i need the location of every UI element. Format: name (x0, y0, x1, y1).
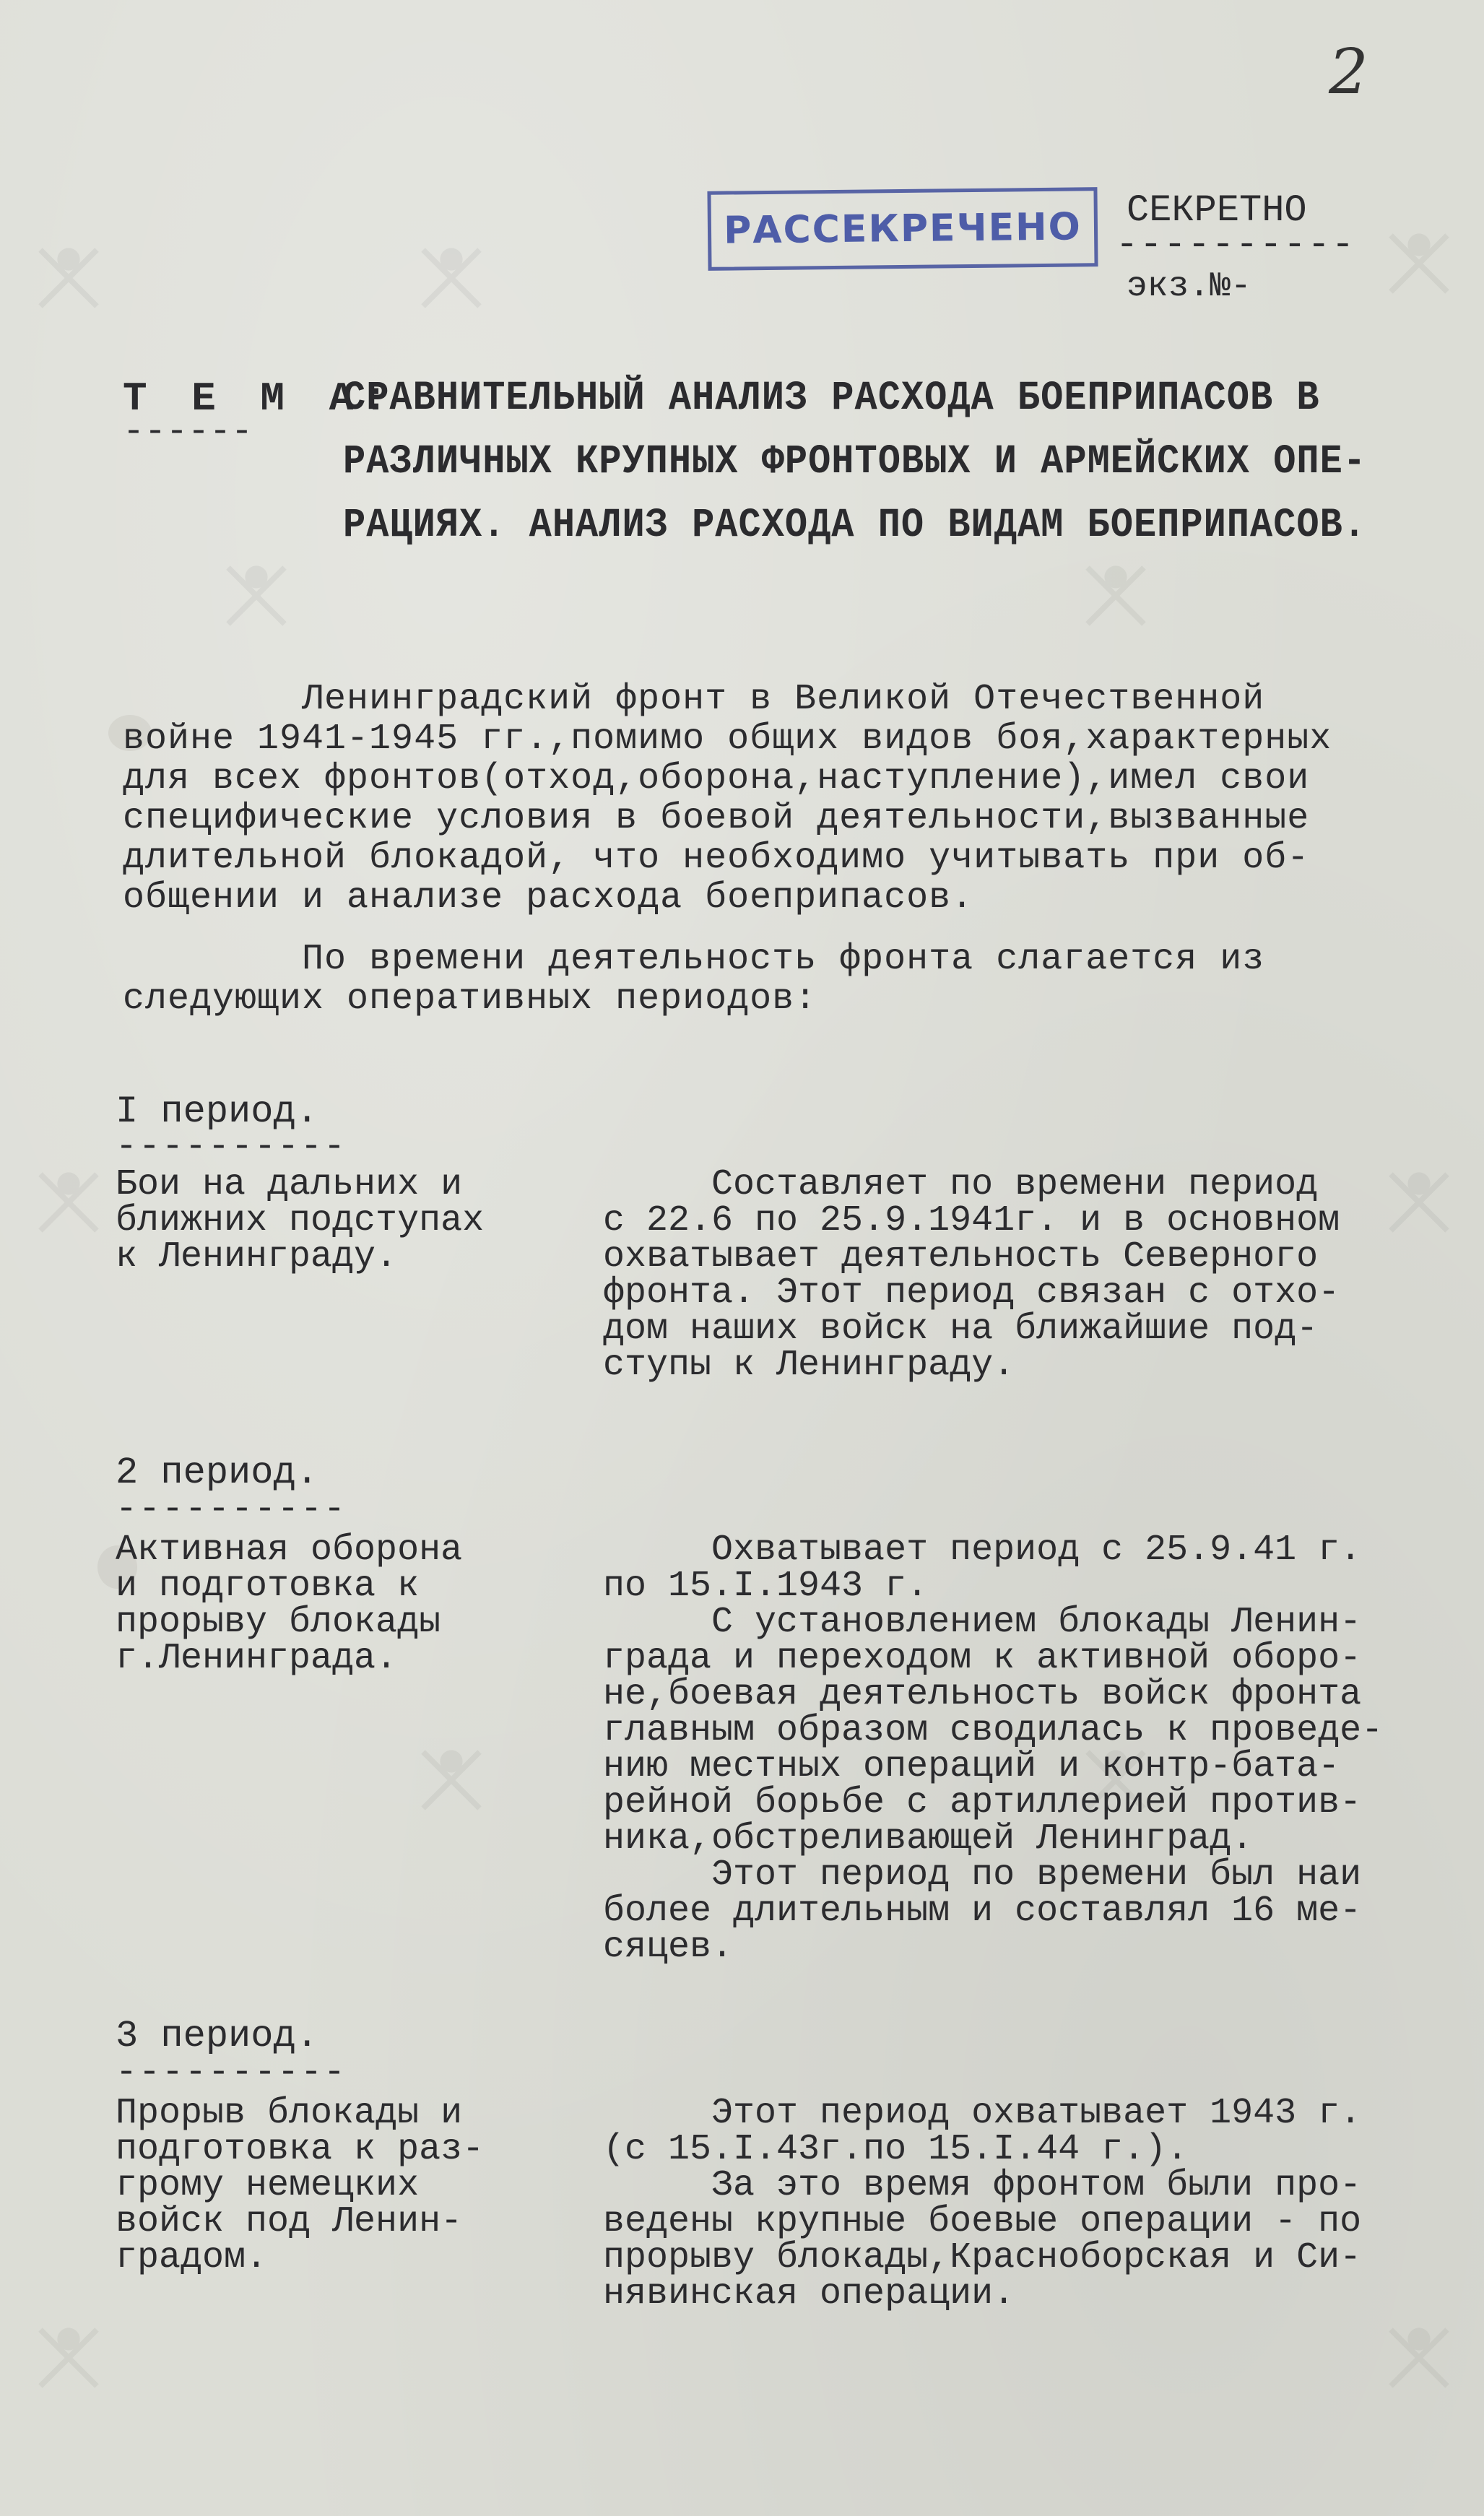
intro-line: специфические условия в боевой деятельности,вызванные (123, 798, 1310, 839)
period-text-line: Этот период охватывает 1943 г. (603, 2093, 1362, 2134)
period-text-line: главным образом сводилась к проведе- (603, 1710, 1384, 1751)
period-rule: ---------- (116, 2052, 347, 2094)
period-text-line: дом наших войск на ближайшие под- (603, 1309, 1319, 1350)
period-text-line: более длительным и составлял 16 ме- (603, 1891, 1362, 1932)
period-title-line: к Ленинграду. (116, 1236, 398, 1277)
period-text-line: За это время фронтом были про- (603, 2165, 1362, 2206)
watermark-emblem-icon (22, 2311, 116, 2405)
period-text-line: С установлением блокады Ленин- (603, 1602, 1362, 1643)
period-text-line: Составляет по времени период (603, 1164, 1319, 1205)
watermark-emblem-icon (1069, 549, 1163, 643)
period-rule: ---------- (116, 1489, 347, 1530)
watermark-emblem-icon (404, 1733, 498, 1827)
period-text-line: фронта. Этот период связан с отхо- (603, 1272, 1340, 1314)
period-text-line: ступы к Ленинграду. (603, 1345, 1015, 1386)
period-text-line: Этот период по времени был наи (603, 1855, 1362, 1896)
period-text-line: с 22.6 по 25.9.1941г. и в основном (603, 1200, 1340, 1241)
theme-label: Т Е М А: (123, 376, 398, 422)
period-title-line: г.Ленинграда. (116, 1638, 398, 1679)
period-title-line: ближних подступах (116, 1200, 485, 1241)
period-text-line: ведены крупные боевые операции - по (603, 2201, 1362, 2242)
period-heading: I период. (116, 1090, 318, 1133)
period-text-line: (с 15.I.43г.по 15.I.44 г.). (603, 2129, 1189, 2170)
period-title-line: грому немецких (116, 2165, 420, 2206)
classification-label: СЕКРЕТНО (1127, 189, 1307, 232)
periods-intro-line: По времени деятельность фронта слагается из (123, 939, 1265, 980)
intro-line: длительной блокадой, что необходимо учитывать при об- (123, 838, 1310, 879)
intro-line: Ленинградский фронт в Великой Отечественной (123, 679, 1265, 720)
intro-line: общении и анализе расхода боеприпасов. (123, 877, 974, 919)
period-text-line: не,боевая деятельность войск фронта (603, 1674, 1362, 1715)
period-title-line: подготовка к раз- (116, 2129, 485, 2170)
period-text-line: прорыву блокады,Красноборская и Си- (603, 2237, 1362, 2278)
theme-line: СРАВНИТЕЛЬНЫЙ АНАЛИЗ РАСХОДА БОЕПРИПАСОВ В (343, 375, 1320, 422)
period-text-line: града и переходом к активной оборо- (603, 1638, 1362, 1679)
period-text-line: Охватывает период с 25.9.41 г. (603, 1530, 1362, 1571)
period-title-line: войск под Ленин- (116, 2201, 463, 2242)
period-rule: ---------- (116, 1127, 347, 1168)
period-text-line: нявинская операции. (603, 2273, 1015, 2315)
watermark-emblem-icon (1372, 1155, 1466, 1249)
period-heading: 3 период. (116, 2015, 318, 2057)
period-text-line: рейной борьбе с артиллерией против- (603, 1782, 1362, 1823)
period-text-line: сяцев. (603, 1927, 734, 1968)
period-title-line: градом. (116, 2237, 268, 2278)
period-title-line: Прорыв блокады и (116, 2093, 463, 2134)
intro-line: войне 1941-1945 гг.,помимо общих видов боя,характерных (123, 719, 1332, 760)
watermark-emblem-icon (209, 549, 303, 643)
watermark-emblem-icon (22, 231, 116, 325)
theme-rule: ------ (123, 412, 253, 453)
intro-line: для всех фронтов(отход,оборона,наступление),имел свои (123, 758, 1310, 799)
watermark-emblem-icon (1372, 2311, 1466, 2405)
period-heading: 2 период. (116, 1452, 318, 1494)
declassified-stamp: РАССЕКРЕЧЕНО (707, 187, 1098, 271)
periods-intro-line: следующих оперативных периодов: (123, 979, 817, 1020)
theme-line: РАЦИЯХ. АНАЛИЗ РАСХОДА ПО ВИДАМ БОЕПРИПАСОВ. (343, 502, 1367, 549)
watermark-emblem-icon (1372, 217, 1466, 311)
period-title-line: Активная оборона (116, 1530, 463, 1571)
page-number: 2 (1329, 36, 1368, 108)
period-text-line: ника,обстреливающей Ленинград. (603, 1818, 1254, 1860)
period-text-line: охватывает деятельность Северного (603, 1236, 1319, 1277)
period-text-line: нию местных операций и контр-бата- (603, 1746, 1340, 1787)
period-text-line: по 15.I.1943 г. (603, 1566, 929, 1607)
watermark-emblem-icon (22, 1155, 116, 1249)
watermark-emblem-icon (404, 231, 498, 325)
classification-rule: ---------- (1116, 224, 1356, 266)
copy-number: экз.№- (1127, 267, 1251, 306)
theme-line: РАЗЛИЧНЫХ КРУПНЫХ ФРОНТОВЫХ И АРМЕЙСКИХ ОПЕ- (343, 438, 1367, 485)
period-title-line: и подготовка к (116, 1566, 420, 1607)
period-title-line: прорыву блокады (116, 1602, 441, 1643)
period-title-line: Бои на дальних и (116, 1164, 463, 1205)
